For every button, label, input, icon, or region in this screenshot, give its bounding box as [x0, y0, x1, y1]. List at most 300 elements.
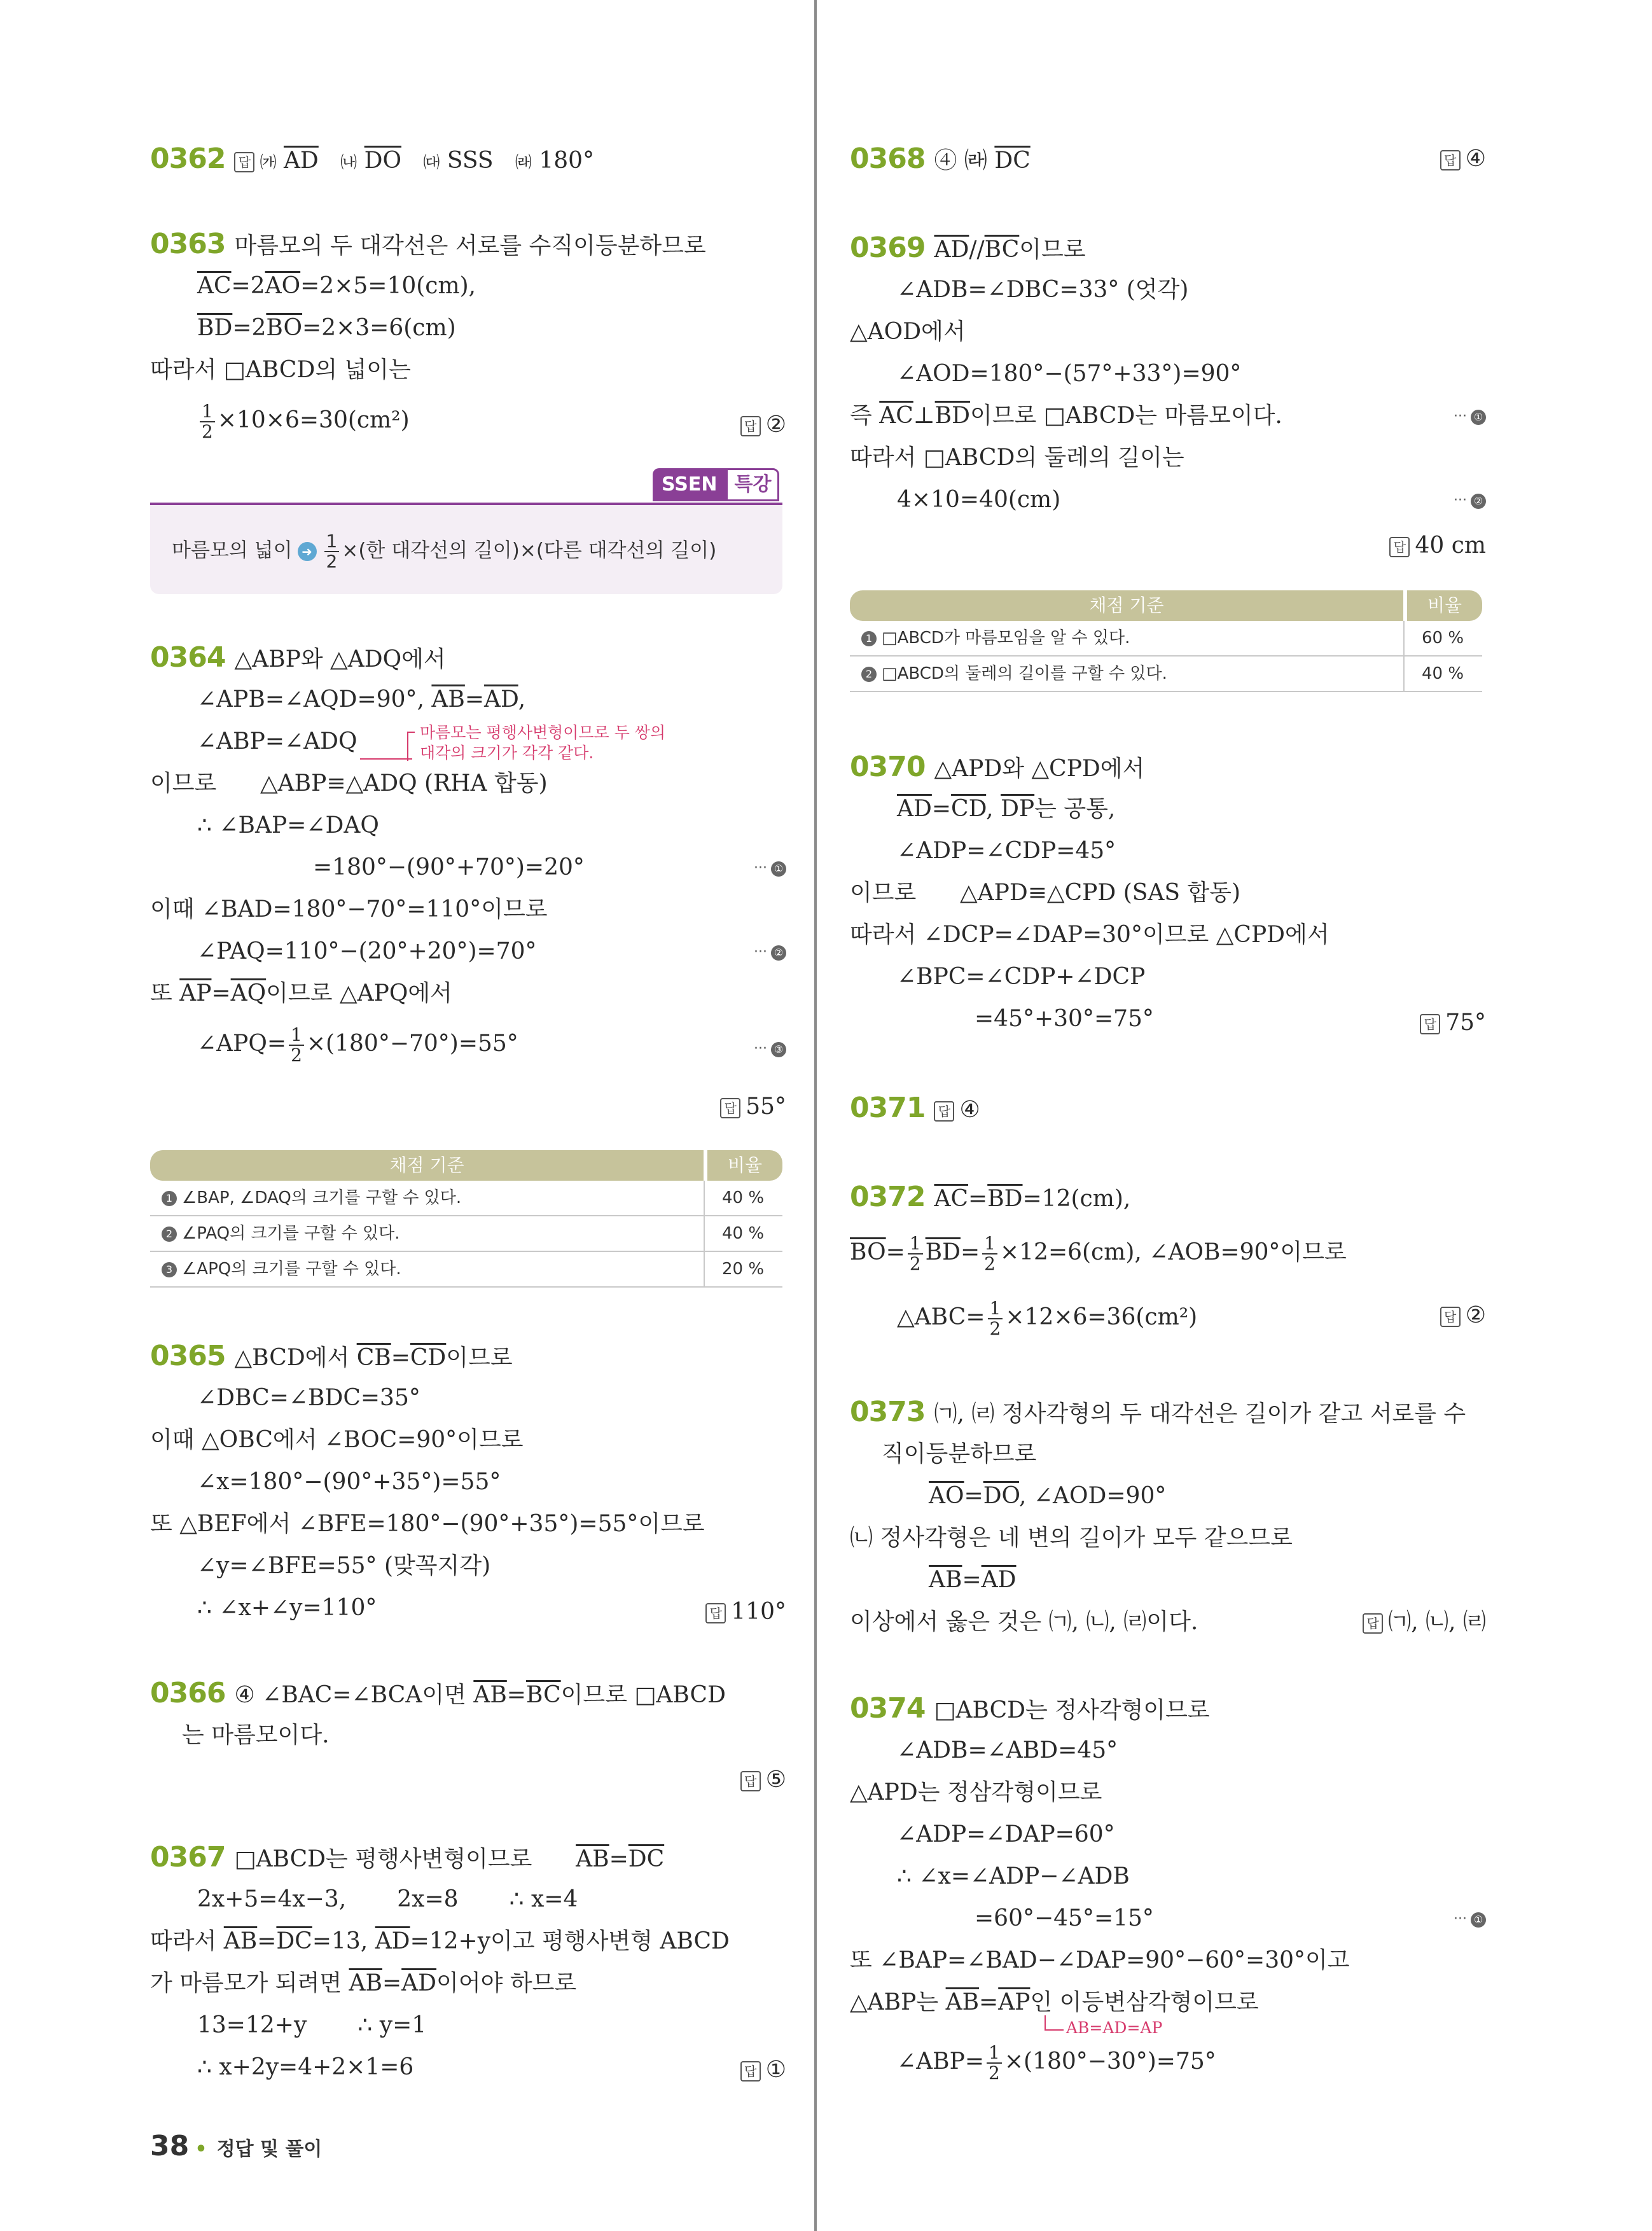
segment: $\overline{AB}$ — [945, 1989, 980, 2015]
side-note: AB=AD=AP — [1066, 2019, 1163, 2037]
answer-icon: 답 — [1440, 150, 1461, 170]
text: = — [506, 1682, 526, 1708]
numerator: 1 — [200, 402, 215, 422]
tip-label: 마름모의 넓이 — [172, 539, 293, 562]
segment: $\overline{CB}$ — [356, 1345, 391, 1371]
problem-0371 — [850, 1093, 980, 1125]
answer-value: 40 cm — [1415, 532, 1486, 559]
fraction — [289, 1025, 304, 1065]
text: // — [969, 237, 985, 263]
answer — [740, 1765, 786, 1795]
step-number: ② — [1471, 494, 1486, 509]
solution-line: =45°+30°=75° — [975, 1006, 1154, 1032]
text: △ABP와 △ADQ에서 — [234, 646, 446, 672]
solution-line: 이상에서 옳은 것은 ㈀, ㈁, ㈃이다. — [850, 1609, 1198, 1635]
tip-badge-ssen: SSEN — [653, 468, 726, 501]
segment: $\overline{DO}$ — [983, 1483, 1019, 1509]
text: ×12×6=36(cm²) — [1005, 1304, 1198, 1330]
segment: $\overline{BC}$ — [525, 1682, 561, 1708]
text: ×(180°−30°)=75° — [1004, 2048, 1216, 2075]
solution-line: 따라서 □ABCD의 둘레의 길이는 — [850, 445, 1184, 471]
text: 이므로 — [150, 770, 217, 796]
header-criteria: 채점 기준 — [850, 590, 1403, 621]
answer-icon: 답 — [740, 416, 761, 436]
text: 2x=8 — [397, 1886, 459, 1912]
text: =2×3=6(cm) — [302, 315, 456, 341]
problem-number: 0362 — [150, 142, 226, 175]
solution-line: △APD는 정삼각형이므로 — [850, 1779, 1102, 1805]
answer — [720, 1092, 786, 1122]
answer-icon: 답 — [1440, 1307, 1461, 1327]
segment: $\overline{BD}$ — [934, 403, 970, 429]
answer-icon: 답 — [1389, 537, 1410, 557]
solution-line: =60°−45°=15° — [975, 1905, 1154, 1931]
problem-0364 — [150, 643, 446, 675]
solution-line: 따라서 ∠DCP=∠DAP=30°이므로 △CPD에서 — [850, 922, 1329, 948]
solution-line — [150, 978, 452, 1009]
text: 2x+5=4x−3, — [197, 1886, 347, 1912]
answer-value: ④ — [959, 1097, 980, 1123]
fraction — [324, 532, 340, 571]
segment: $\overline{AB}$ — [473, 1682, 507, 1708]
denominator: 2 — [326, 551, 338, 572]
solution-line: ∠ADP=∠CDP=45° — [897, 838, 1116, 864]
answer-value: 75° — [1445, 1010, 1486, 1036]
segment: $\overline{BC}$ — [984, 237, 1020, 263]
segment: $\overline{AD}$ — [484, 686, 518, 712]
problem-0368 — [850, 144, 1031, 176]
solution-line — [850, 1987, 1259, 2018]
solution-line: ∠BPC=∠CDP+∠DCP — [897, 964, 1146, 990]
dots: ··· — [1454, 492, 1467, 508]
text: 이므로 □ABCD — [560, 1682, 726, 1708]
answer — [1440, 1300, 1486, 1331]
text: =2 — [232, 315, 267, 341]
solution-line — [150, 768, 548, 799]
text: 또 — [150, 980, 180, 1006]
grading-table-header — [150, 1150, 782, 1181]
text: =2 — [231, 273, 265, 299]
answer-value: ④ — [1465, 146, 1486, 172]
segment: $\overline{AD}$ — [897, 796, 932, 822]
segment: $\overline{BO}$ — [266, 315, 303, 341]
table-row — [850, 621, 1482, 657]
fraction — [987, 2043, 1002, 2083]
answer-icon: 답 — [1420, 1014, 1440, 1034]
text: , ∠AOD=90° — [1018, 1483, 1167, 1509]
answer-icon: 답 — [720, 1098, 740, 1118]
step-number: 1 — [162, 1191, 177, 1206]
solution-line — [850, 401, 1282, 431]
answer-icon: 답 — [705, 1603, 726, 1623]
text: SSS — [447, 148, 494, 174]
text: 즉 — [850, 403, 880, 429]
answer — [1363, 1607, 1486, 1637]
solution-line — [197, 1884, 578, 1915]
text: =13, — [312, 1928, 375, 1954]
solution-line: 4×10=40(cm) — [897, 487, 1061, 513]
table-row — [150, 1216, 782, 1252]
step-number: ① — [1471, 410, 1486, 425]
criteria-text: ∠APQ의 크기를 구할 수 있다. — [182, 1260, 401, 1279]
text: ∠APQ= — [197, 1031, 287, 1057]
solution-line — [150, 1926, 730, 1957]
tip-text — [172, 532, 716, 571]
page-number: 38 — [150, 2130, 190, 2162]
numerator: 1 — [289, 1025, 304, 1046]
text: = — [885, 1239, 905, 1265]
solution-line — [197, 271, 476, 302]
label-ra: ㈑ — [515, 153, 532, 172]
numerator: 1 — [982, 1234, 997, 1255]
problem-number: 0369 — [850, 232, 926, 264]
segment: $\overline{AD}$ — [375, 1928, 410, 1954]
text: = — [464, 686, 485, 712]
segment: $\overline{AP}$ — [998, 1989, 1031, 2015]
answer-value: ① — [765, 2057, 786, 2083]
denominator: 2 — [989, 2062, 1000, 2083]
ratio-cell: 20 % — [721, 1260, 765, 1279]
numerator: 1 — [988, 1299, 1003, 1319]
criteria-text: ∠BAP, ∠DAQ의 크기를 구할 수 있다. — [182, 1188, 462, 1207]
solution-line: ∴ ∠x+∠y=110° — [197, 1595, 377, 1621]
solution-line: ㈁ 정사각형은 네 변의 길이가 모두 같으므로 — [850, 1525, 1293, 1551]
answer-icon: 답 — [234, 152, 254, 172]
segment: $\overline{BD}$ — [925, 1239, 961, 1265]
segment: $\overline{AB}$ — [431, 686, 465, 712]
ratio-cell: 60 % — [1421, 629, 1464, 648]
solution-line: 는 마름모이다. — [182, 1722, 330, 1748]
ratio-cell: 40 % — [1421, 664, 1464, 683]
text: 마름모의 두 대각선은 서로를 수직이등분하므로 — [234, 233, 706, 259]
solution-line: ∠PAQ=110°−(20°+20°)=70° — [197, 938, 537, 964]
fraction — [200, 402, 215, 441]
fraction — [908, 1234, 923, 1274]
note-bracket — [1045, 2029, 1064, 2031]
segment: $\overline{AO}$ — [929, 1483, 964, 1509]
step-number: ① — [1471, 1912, 1486, 1928]
problem-number: 0370 — [850, 751, 926, 783]
problem-number: 0373 — [850, 1396, 926, 1428]
segment: $\overline{AO}$ — [265, 273, 301, 299]
grading-table — [150, 1150, 782, 1288]
text: ④ ㈑ — [934, 148, 995, 174]
solution-line: ∴ x+2y=4+2×1=6 — [197, 2054, 414, 2080]
solution-line: ∠x=180°−(90°+35°)=55° — [197, 1469, 501, 1495]
answer-icon: 답 — [740, 2061, 761, 2082]
numerator: 1 — [324, 532, 340, 552]
side-note: 대각의 크기가 각각 같다. — [420, 744, 594, 762]
text: 인 이등변삼각형이므로 — [1030, 1989, 1259, 2015]
tip-badge-special: 특강 — [726, 468, 779, 501]
step-marker — [754, 860, 786, 877]
problem-number: 0372 — [850, 1181, 926, 1213]
grading-table — [850, 590, 1482, 692]
dots: ··· — [1454, 408, 1467, 424]
step-number: 1 — [861, 631, 877, 646]
arrow-right-icon: ➜ — [298, 542, 317, 561]
segment: $\overline{CD}$ — [951, 796, 987, 822]
solution-line — [897, 1299, 1197, 1338]
answer-icon: 답 — [1363, 1613, 1383, 1634]
answer — [740, 410, 786, 440]
side-note: 마름모는 평행사변형이므로 두 쌍의 — [420, 723, 666, 742]
dots: ··· — [754, 1041, 767, 1057]
solution-line — [929, 1481, 1166, 1512]
segment: $\overline{CD}$ — [410, 1345, 447, 1371]
problem-0365 — [150, 1341, 513, 1373]
denominator: 2 — [202, 421, 213, 442]
problem-0363 — [150, 229, 706, 261]
segment: $\overline{AQ}$ — [230, 980, 267, 1006]
solution-line: 또 △BEF에서 ∠BFE=180°−(90°+35°)=55°이므로 — [150, 1511, 705, 1537]
problem-number: 0366 — [150, 1677, 226, 1709]
solution-line: ∠DBC=∠BDC=35° — [197, 1385, 420, 1411]
segment: $\overline{AD}$ — [283, 148, 319, 174]
answer-icon: 답 — [740, 1771, 761, 1791]
segment: $\overline{AB}$ — [223, 1928, 258, 1954]
criteria-text: ∠PAQ의 크기를 구할 수 있다. — [182, 1224, 400, 1243]
text: 이므로 □ABCD는 마름모이다. — [969, 403, 1282, 429]
solution-line — [850, 1234, 1347, 1274]
solution-line — [929, 1565, 1017, 1595]
text: ∠ABP= — [897, 2048, 985, 2075]
step-marker — [1454, 492, 1486, 509]
tip-box — [150, 503, 782, 594]
problem-number: 0371 — [850, 1092, 926, 1124]
dots: ··· — [1454, 1911, 1467, 1927]
denominator: 2 — [291, 1045, 302, 1066]
note-bracket — [1045, 2015, 1046, 2029]
answer-value: ㈀, ㈁, ㈃ — [1388, 1609, 1486, 1635]
text: △ABP≡△ADQ (RHA 합동) — [260, 770, 548, 796]
problem-0369 — [850, 233, 1086, 265]
footer-separator: • — [195, 2138, 207, 2160]
criteria-text: □ABCD의 둘레의 길이를 구할 수 있다. — [882, 664, 1167, 683]
problem-number: 0364 — [150, 641, 226, 674]
denominator: 2 — [909, 1253, 921, 1274]
step-number: 3 — [162, 1262, 177, 1277]
criteria-cell — [150, 1181, 705, 1215]
page-footer — [150, 2130, 322, 2162]
text: = — [962, 1567, 982, 1593]
text: △ABC= — [897, 1304, 985, 1330]
segment: $\overline{AC}$ — [197, 273, 232, 299]
problem-0373 — [850, 1397, 1466, 1429]
solution-line: 이때 ∠BAD=180°−70°=110°이므로 — [150, 896, 548, 922]
text: , — [518, 686, 526, 712]
problem-0367 — [150, 1842, 664, 1875]
solution-line: ∠ADB=∠DBC=33° (엇각) — [897, 277, 1189, 303]
solution-line — [197, 685, 525, 715]
solution-line: ∠y=∠BFE=55° (맞꼭지각) — [197, 1553, 491, 1579]
criteria-cell — [150, 1252, 705, 1286]
segment: $\overline{BO}$ — [850, 1239, 886, 1265]
answer — [1389, 531, 1486, 561]
solution-line: 직이등분하므로 — [882, 1441, 1037, 1467]
solution-line: 따라서 □ABCD의 넓이는 — [150, 357, 411, 383]
text: ×(180°−70°)=55° — [306, 1031, 518, 1057]
problem-0362 — [150, 144, 594, 178]
answer-value: ⑤ — [765, 1767, 786, 1793]
solution-line: 또 ∠BAP=∠BAD−∠DAP=90°−60°=30°이고 — [850, 1947, 1350, 1973]
step-marker — [754, 1041, 786, 1057]
segment: $\overline{BD}$ — [987, 1186, 1023, 1212]
label-ga: ㈎ — [260, 153, 277, 172]
text: = — [964, 1483, 983, 1509]
note-bracket — [407, 732, 415, 761]
text: 이어야 하므로 — [436, 1970, 577, 1996]
text: 이므로 — [850, 880, 917, 906]
text: △ABP는 — [850, 1989, 946, 2015]
text: 이므로 △APQ에서 — [266, 980, 452, 1006]
solution-line — [197, 402, 410, 441]
text: = — [931, 796, 952, 822]
answer-value: ② — [1465, 1302, 1486, 1328]
problem-0374 — [850, 1693, 1210, 1726]
solution-line — [197, 1025, 518, 1065]
numerator: 1 — [987, 2043, 1002, 2064]
label-na: ㈏ — [340, 153, 357, 172]
column-divider — [814, 0, 817, 2231]
note-bracket — [360, 758, 412, 760]
text: 가 마름모가 되려면 — [150, 1970, 349, 1996]
text: , — [986, 796, 1001, 822]
solution-line: ∠AOD=180°−(57°+33°)=90° — [897, 361, 1242, 387]
text: =12+y이고 평행사변형 ABCD — [410, 1928, 730, 1954]
text: 이므로 — [1019, 237, 1086, 263]
text: 13=12+y — [197, 2012, 307, 2038]
text: ∴ y=1 — [357, 2012, 427, 2038]
text: = — [211, 980, 231, 1006]
text: ×10×6=30(cm²) — [217, 407, 410, 433]
answer-icon: 답 — [934, 1101, 954, 1122]
text: 이므로 — [446, 1345, 513, 1371]
segment: $\overline{AC}$ — [934, 1186, 969, 1212]
text: =12(cm), — [1022, 1186, 1131, 1212]
criteria-cell — [150, 1216, 705, 1251]
text: △APD와 △CPD에서 — [934, 756, 1145, 782]
fraction — [988, 1299, 1003, 1338]
text: = — [979, 1989, 999, 2015]
segment: $\overline{AP}$ — [179, 980, 212, 1006]
step-number: 2 — [162, 1227, 177, 1242]
solution-line — [850, 878, 1240, 908]
numerator: 1 — [908, 1234, 923, 1255]
dots: ··· — [754, 944, 767, 960]
text: = — [391, 1345, 410, 1371]
dots: ··· — [754, 860, 767, 876]
segment: $\overline{DC}$ — [994, 148, 1031, 174]
step-marker — [754, 944, 786, 961]
text: ∠APB=∠AQD=90°, — [197, 686, 432, 712]
answer-value: 110° — [731, 1599, 786, 1625]
text: =2×5=10(cm), — [300, 273, 476, 299]
step-number: ③ — [771, 1042, 786, 1057]
segment: $\overline{AD}$ — [401, 1970, 437, 1996]
text: ⊥ — [913, 403, 935, 429]
criteria-cell — [850, 657, 1405, 691]
segment: $\overline{AC}$ — [879, 403, 913, 429]
text: 는 공통, — [1034, 796, 1116, 822]
text: 180° — [539, 148, 595, 174]
solution-line — [897, 2043, 1216, 2083]
criteria-text: □ABCD가 마름모임을 알 수 있다. — [882, 629, 1130, 648]
solution-line: ∠ADB=∠ABD=45° — [897, 1737, 1118, 1763]
segment: $\overline{DO}$ — [364, 148, 402, 174]
problem-number: 0368 — [850, 142, 926, 175]
step-marker — [1454, 1911, 1486, 1928]
problem-number: 0365 — [150, 1340, 226, 1372]
table-row — [850, 657, 1482, 692]
header-ratio: 비율 — [707, 1150, 782, 1181]
answer-value: ② — [765, 412, 786, 438]
label-da: ㈐ — [423, 153, 440, 172]
text: □ABCD는 정사각형이므로 — [934, 1697, 1210, 1723]
problem-0372 — [850, 1182, 1130, 1214]
segment: $\overline{AD}$ — [981, 1567, 1017, 1593]
solution-line: 이때 △OBC에서 ∠BOC=90°이므로 — [150, 1427, 524, 1453]
segment: $\overline{DC}$ — [628, 1846, 665, 1872]
grading-table-header — [850, 590, 1482, 621]
ratio-cell: 40 % — [721, 1224, 765, 1243]
segment: $\overline{AB}$ — [576, 1846, 609, 1872]
footer-title: 정답 및 풀이 — [216, 2138, 323, 2160]
text: ∴ x=4 — [509, 1886, 578, 1912]
segment: $\overline{AD}$ — [934, 237, 969, 263]
step-number: ① — [771, 861, 786, 877]
text: = — [609, 1846, 628, 1872]
header-criteria: 채점 기준 — [150, 1150, 704, 1181]
solution-line — [197, 2010, 426, 2041]
solution-line — [197, 313, 456, 344]
text: ×12=6(cm), ∠AOB=90°이므로 — [999, 1239, 1347, 1265]
solution-line — [897, 794, 1115, 824]
denominator: 2 — [989, 1318, 1001, 1339]
text: = — [257, 1928, 277, 1954]
problem-number: 0367 — [150, 1841, 226, 1873]
tip-badge — [653, 468, 779, 501]
problem-0370 — [850, 752, 1144, 784]
text: □ABCD는 평행사변형이므로 — [234, 1846, 532, 1872]
text: △BCD에서 — [234, 1345, 357, 1371]
text: = — [960, 1239, 980, 1265]
solution-line: △AOD에서 — [850, 319, 966, 345]
segment: $\overline{DP}$ — [1001, 796, 1035, 822]
table-row — [150, 1181, 782, 1216]
problem-number: 0363 — [150, 228, 226, 260]
solution-line: ∴ ∠BAP=∠DAQ — [197, 812, 379, 838]
answer-value: 55° — [746, 1094, 786, 1120]
problem-0366 — [150, 1678, 726, 1711]
text: ㈀, ㈃ 정사각형의 두 대각선은 길이가 같고 서로를 수 — [934, 1401, 1466, 1427]
answer — [1420, 1008, 1486, 1038]
step-marker — [1454, 408, 1486, 425]
table-row — [150, 1252, 782, 1288]
criteria-cell — [850, 621, 1405, 655]
header-ratio: 비율 — [1407, 590, 1482, 621]
text: ④ ∠BAC=∠BCA이면 — [234, 1682, 474, 1708]
segment: $\overline{AB}$ — [349, 1970, 382, 1996]
solution-line: ∠ABP=∠ADQ — [197, 728, 357, 754]
segment: $\overline{AB}$ — [929, 1567, 962, 1593]
solution-line: =180°−(90°+70°)=20° — [313, 854, 585, 880]
solution-line: ∠ADP=∠DAP=60° — [897, 1821, 1115, 1847]
text: 따라서 — [150, 1928, 224, 1954]
segment: $\overline{DC}$ — [276, 1928, 312, 1954]
step-number: ② — [771, 945, 786, 961]
segment: $\overline{BD}$ — [197, 315, 233, 341]
